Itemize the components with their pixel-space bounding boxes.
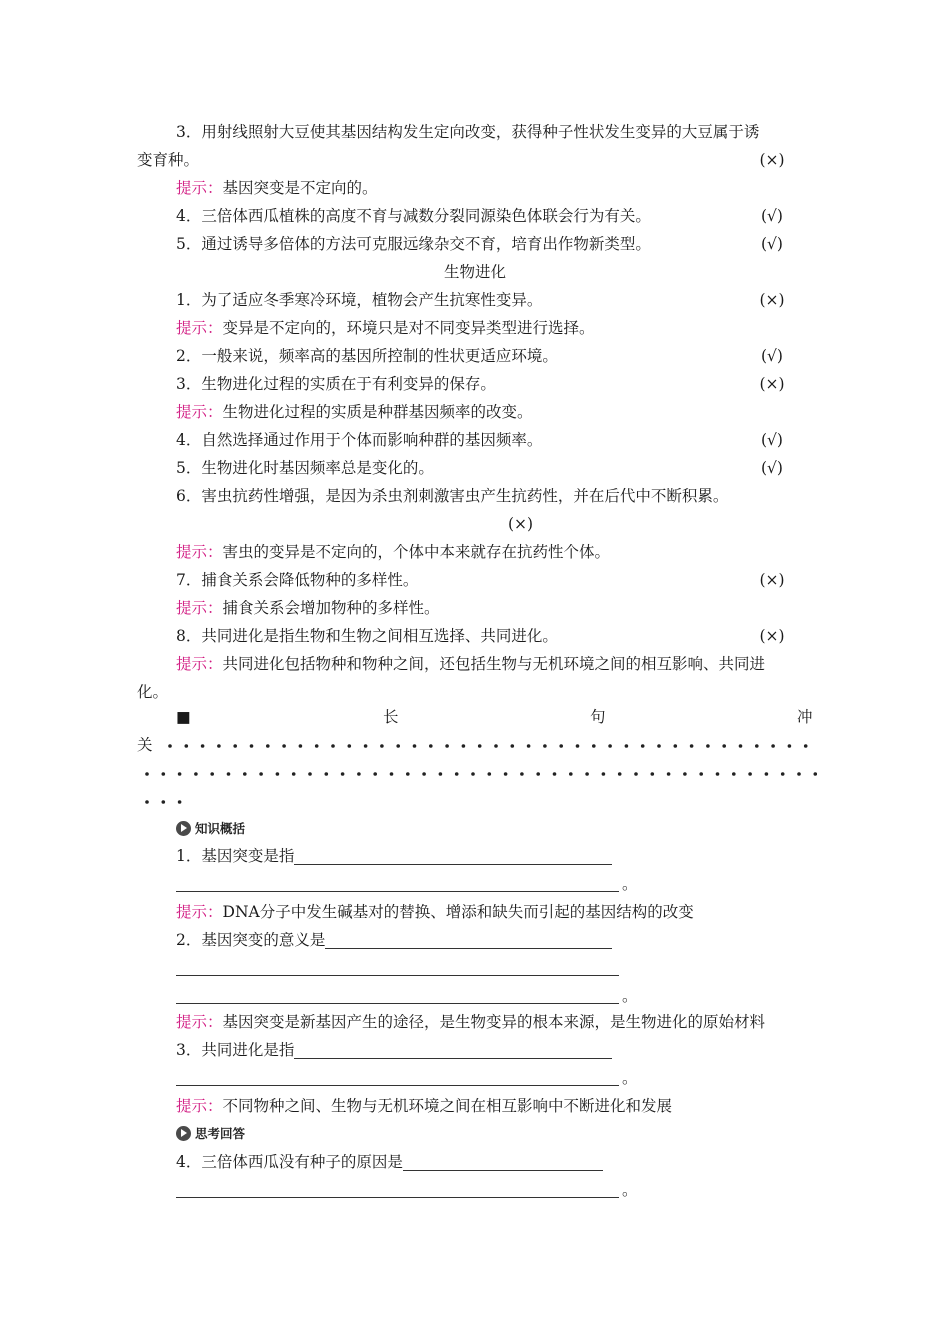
- answer-mark: (×): [759, 627, 785, 645]
- answer-mark: (×): [759, 291, 785, 309]
- leader-dot: [520, 772, 524, 776]
- period: 。: [622, 875, 638, 893]
- question-text: 3．生物进化过程的实质在于有利变异的保存。: [176, 375, 496, 393]
- evolution-e6: [0, 482, 950, 510]
- answer-mark: (√): [761, 235, 783, 253]
- answer-blank[interactable]: [403, 1152, 603, 1171]
- leader-dot: [168, 744, 172, 748]
- leader-dot: [455, 772, 459, 776]
- dot-leader: [160, 731, 820, 759]
- dot-leader: [137, 759, 817, 787]
- leader-dot: [445, 744, 449, 748]
- leader-dot: [406, 772, 410, 776]
- answer-mark: (×): [759, 571, 785, 589]
- knowledge-k2-line2: [0, 954, 950, 982]
- leader-dot: [690, 744, 694, 748]
- play-circle-icon: [176, 821, 191, 836]
- leader-dot: [592, 744, 596, 748]
- leader-dot: [162, 800, 166, 804]
- leader-dot: [667, 772, 671, 776]
- leader-dot: [478, 744, 482, 748]
- long-sentence-dots-1: [0, 731, 950, 759]
- leader-dot: [201, 744, 205, 748]
- evolution-e7-hint: [0, 594, 950, 622]
- leader-dot: [634, 772, 638, 776]
- knowledge-k1: [0, 842, 950, 870]
- leader-dot: [162, 772, 166, 776]
- knowledge-k1-line2: [0, 870, 950, 898]
- leader-dot: [771, 744, 775, 748]
- question-text: 6．害虫抗药性增强，是因为杀虫剂刺激害虫产生抗药性，并在后代中不断积累。: [176, 487, 729, 505]
- leader-dot: [804, 744, 808, 748]
- question-text: 8．共同进化是指生物和生物之间相互选择、共同进化。: [176, 627, 558, 645]
- leader-dot: [625, 744, 629, 748]
- leader-dot: [308, 772, 312, 776]
- hint-label: 提示：: [176, 599, 223, 617]
- knowledge-badge: [176, 818, 245, 838]
- leader-dot: [233, 744, 237, 748]
- leader-dot: [178, 772, 182, 776]
- leader-dot: [651, 772, 655, 776]
- badge-label: 思考回答: [195, 1126, 246, 1141]
- leader-dot: [788, 744, 792, 748]
- leader-dot: [145, 772, 149, 776]
- evolution-e2: [0, 342, 950, 370]
- leader-dot: [569, 772, 573, 776]
- question-text: 5．通过诱导多倍体的方法可克服远缘杂交不育，培育出作物新类型。: [176, 235, 651, 253]
- leader-dot: [243, 772, 247, 776]
- period: 。: [622, 1069, 638, 1087]
- leader-dot: [722, 744, 726, 748]
- question-text: 5．生物进化时基因频率总是变化的。: [176, 459, 434, 477]
- leader-dot: [674, 744, 678, 748]
- leader-dot: [511, 744, 515, 748]
- leader-dot: [748, 772, 752, 776]
- answer-blank[interactable]: [176, 891, 619, 892]
- leader-dot: [348, 744, 352, 748]
- evolution-e5: [0, 454, 950, 482]
- leader-dot: [259, 772, 263, 776]
- question-text: 2．一般来说，频率高的基因所控制的性状更适应环境。: [176, 347, 558, 365]
- question-text: 4．自然选择通过作用于个体而影响种群的基因频率。: [176, 431, 543, 449]
- leader-dot: [380, 744, 384, 748]
- knowledge-k3: [0, 1036, 950, 1064]
- square-bullet: ■: [176, 708, 191, 726]
- answer-blank[interactable]: [176, 1197, 619, 1198]
- play-circle-icon: [176, 1126, 191, 1141]
- hint-text: 基因突变是不定向的。: [222, 179, 378, 197]
- question-text: 4．三倍体西瓜植株的高度不育与减数分裂同源染色体联会行为有关。: [176, 207, 651, 225]
- leader-dot: [657, 744, 661, 748]
- hint-text: 生物进化过程的实质是种群基因频率的改变。: [222, 403, 533, 421]
- leader-dot: [781, 772, 785, 776]
- knowledge-k2: [0, 926, 950, 954]
- leader-dot: [699, 772, 703, 776]
- leader-dot: [325, 772, 329, 776]
- question-text: 1．为了适应冬季寒冷环境，植物会产生抗寒性变异。: [176, 291, 543, 309]
- header-char: 冲: [797, 708, 813, 726]
- leader-dot: [194, 772, 198, 776]
- leader-dot: [299, 744, 303, 748]
- knowledge-k1-hint: [0, 898, 950, 926]
- leader-dot: [797, 772, 801, 776]
- mutation-q3-line2: [0, 146, 950, 174]
- hint-label: 提示：: [176, 179, 223, 197]
- leader-dot: [543, 744, 547, 748]
- leader-dot: [732, 772, 736, 776]
- knowledge-k2-line3: [0, 982, 950, 1010]
- evolution-e8: [0, 622, 950, 650]
- leader-dot: [471, 772, 475, 776]
- leader-dot: [576, 744, 580, 748]
- question-text: 4．三倍体西瓜没有种子的原因是: [176, 1153, 403, 1171]
- hint-text: 基因突变是新基因产生的途径，是生物变异的根本来源，是生物进化的原始材料: [222, 1013, 766, 1031]
- leader-dot: [413, 744, 417, 748]
- answer-blank[interactable]: [294, 846, 612, 865]
- question-text: 3．共同进化是指: [176, 1041, 295, 1059]
- leader-dot: [373, 772, 377, 776]
- leader-dot: [608, 744, 612, 748]
- evolution-e3-hint: [0, 398, 950, 426]
- hint-label: 提示：: [176, 655, 223, 673]
- mutation-q3-hint: [0, 174, 950, 202]
- evolution-heading-row: [0, 258, 950, 286]
- leader-dot: [618, 772, 622, 776]
- hint-label: 提示：: [176, 403, 223, 421]
- leader-dot: [145, 800, 149, 804]
- leader-dot: [364, 744, 368, 748]
- leader-dot: [178, 800, 182, 804]
- evolution-e1-hint: [0, 314, 950, 342]
- leader-dot: [341, 772, 345, 776]
- leader-dot: [553, 772, 557, 776]
- leader-dot: [462, 744, 466, 748]
- evolution-e6-hint: [0, 538, 950, 566]
- hint-label: 提示：: [176, 903, 223, 921]
- header-char: 长: [383, 708, 399, 726]
- leader-dot: [765, 772, 769, 776]
- answer-mark: (×): [508, 515, 534, 533]
- answer-mark: (√): [761, 431, 783, 449]
- long-sentence-header: [0, 703, 950, 731]
- question-text: 1．基因突变是指: [176, 847, 295, 865]
- hint-text: 捕食关系会增加物种的多样性。: [222, 599, 440, 617]
- leader-dot: [439, 772, 443, 776]
- header-char: 关: [137, 736, 153, 754]
- leader-dot: [559, 744, 563, 748]
- leader-dot: [429, 744, 433, 748]
- evolution-e1: [0, 286, 950, 314]
- answer-mark: (√): [761, 347, 783, 365]
- question-text: 2．基因突变的意义是: [176, 931, 326, 949]
- section-heading: 生物进化: [443, 263, 506, 281]
- answer-mark: (×): [759, 375, 785, 393]
- answer-blank[interactable]: [176, 1003, 619, 1004]
- hint-label: 提示：: [176, 319, 223, 337]
- question-text: 7．捕食关系会降低物种的多样性。: [176, 571, 419, 589]
- answer-blank[interactable]: [176, 1085, 619, 1086]
- thinking-t4: [0, 1148, 950, 1176]
- leader-dot: [422, 772, 426, 776]
- leader-dot: [706, 744, 710, 748]
- hint-text: 共同进化包括物种和物种之间，还包括生物与无机环境之间的相互影响、共同进: [222, 655, 766, 673]
- leader-dot: [716, 772, 720, 776]
- leader-dot: [739, 744, 743, 748]
- leader-dot: [504, 772, 508, 776]
- answer-mark: (√): [761, 207, 783, 225]
- question-text: 变育种。: [137, 151, 200, 169]
- leader-dot: [527, 744, 531, 748]
- leader-dot: [276, 772, 280, 776]
- leader-dot: [266, 744, 270, 748]
- answer-blank[interactable]: [294, 1040, 612, 1059]
- evolution-e8-hint: [0, 650, 950, 678]
- thinking-badge: [176, 1123, 245, 1143]
- answer-mark: (√): [761, 459, 783, 477]
- leader-dot: [814, 772, 818, 776]
- question-text: 3．用射线照射大豆使其基因结构发生定向改变，获得种子性状发生变异的大豆属于诱: [176, 123, 760, 141]
- leader-dot: [602, 772, 606, 776]
- leader-dot: [250, 744, 254, 748]
- answer-blank[interactable]: [176, 975, 619, 976]
- leader-dot: [488, 772, 492, 776]
- long-sentence-dots-3: [0, 787, 950, 815]
- period: 。: [622, 987, 638, 1005]
- hint-text: 害虫的变异是不定向的，个体中本来就存在抗药性个体。: [222, 543, 611, 561]
- leader-dot: [217, 744, 221, 748]
- mutation-q3-line1: [0, 118, 950, 146]
- leader-dot: [641, 744, 645, 748]
- evolution-e8-hint-cont: [0, 678, 950, 706]
- leader-dot: [683, 772, 687, 776]
- long-sentence-dots-2: [0, 759, 950, 787]
- knowledge-k3-hint: [0, 1092, 950, 1120]
- leader-dot: [227, 772, 231, 776]
- evolution-e3: [0, 370, 950, 398]
- thinking-t4-line2: [0, 1176, 950, 1204]
- badge-label: 知识概括: [195, 821, 246, 836]
- evolution-e6-mark-row: [0, 510, 950, 538]
- leader-dot: [282, 744, 286, 748]
- leader-dot: [494, 744, 498, 748]
- leader-dot: [292, 772, 296, 776]
- hint-label: 提示：: [176, 543, 223, 561]
- period: 。: [622, 1181, 638, 1199]
- hint-text: 不同物种之间、生物与无机环境之间在相互影响中不断进化和发展: [222, 1097, 673, 1115]
- leader-dot: [331, 744, 335, 748]
- leader-dot: [396, 744, 400, 748]
- evolution-e7: [0, 566, 950, 594]
- dot-leader: [137, 787, 197, 815]
- leader-dot: [210, 772, 214, 776]
- leader-dot: [390, 772, 394, 776]
- answer-blank[interactable]: [325, 930, 612, 949]
- leader-dot: [755, 744, 759, 748]
- hint-text: 化。: [137, 683, 169, 701]
- hint-label: 提示：: [176, 1097, 223, 1115]
- mutation-q4: [0, 202, 950, 230]
- hint-text: 变异是不定向的，环境只是对不同变异类型进行选择。: [222, 319, 595, 337]
- leader-dot: [536, 772, 540, 776]
- evolution-e4: [0, 426, 950, 454]
- leader-dot: [315, 744, 319, 748]
- leader-dot: [185, 744, 189, 748]
- knowledge-k2-hint: [0, 1008, 950, 1036]
- hint-text: DNA分子中发生碱基对的替换、增添和缺失而引起的基因结构的改变: [222, 903, 694, 921]
- leader-dot: [585, 772, 589, 776]
- leader-dot: [357, 772, 361, 776]
- hint-label: 提示：: [176, 1013, 223, 1031]
- header-char: 句: [590, 708, 606, 726]
- mutation-q5: [0, 230, 950, 258]
- knowledge-k3-line2: [0, 1064, 950, 1092]
- answer-mark: (×): [759, 151, 785, 169]
